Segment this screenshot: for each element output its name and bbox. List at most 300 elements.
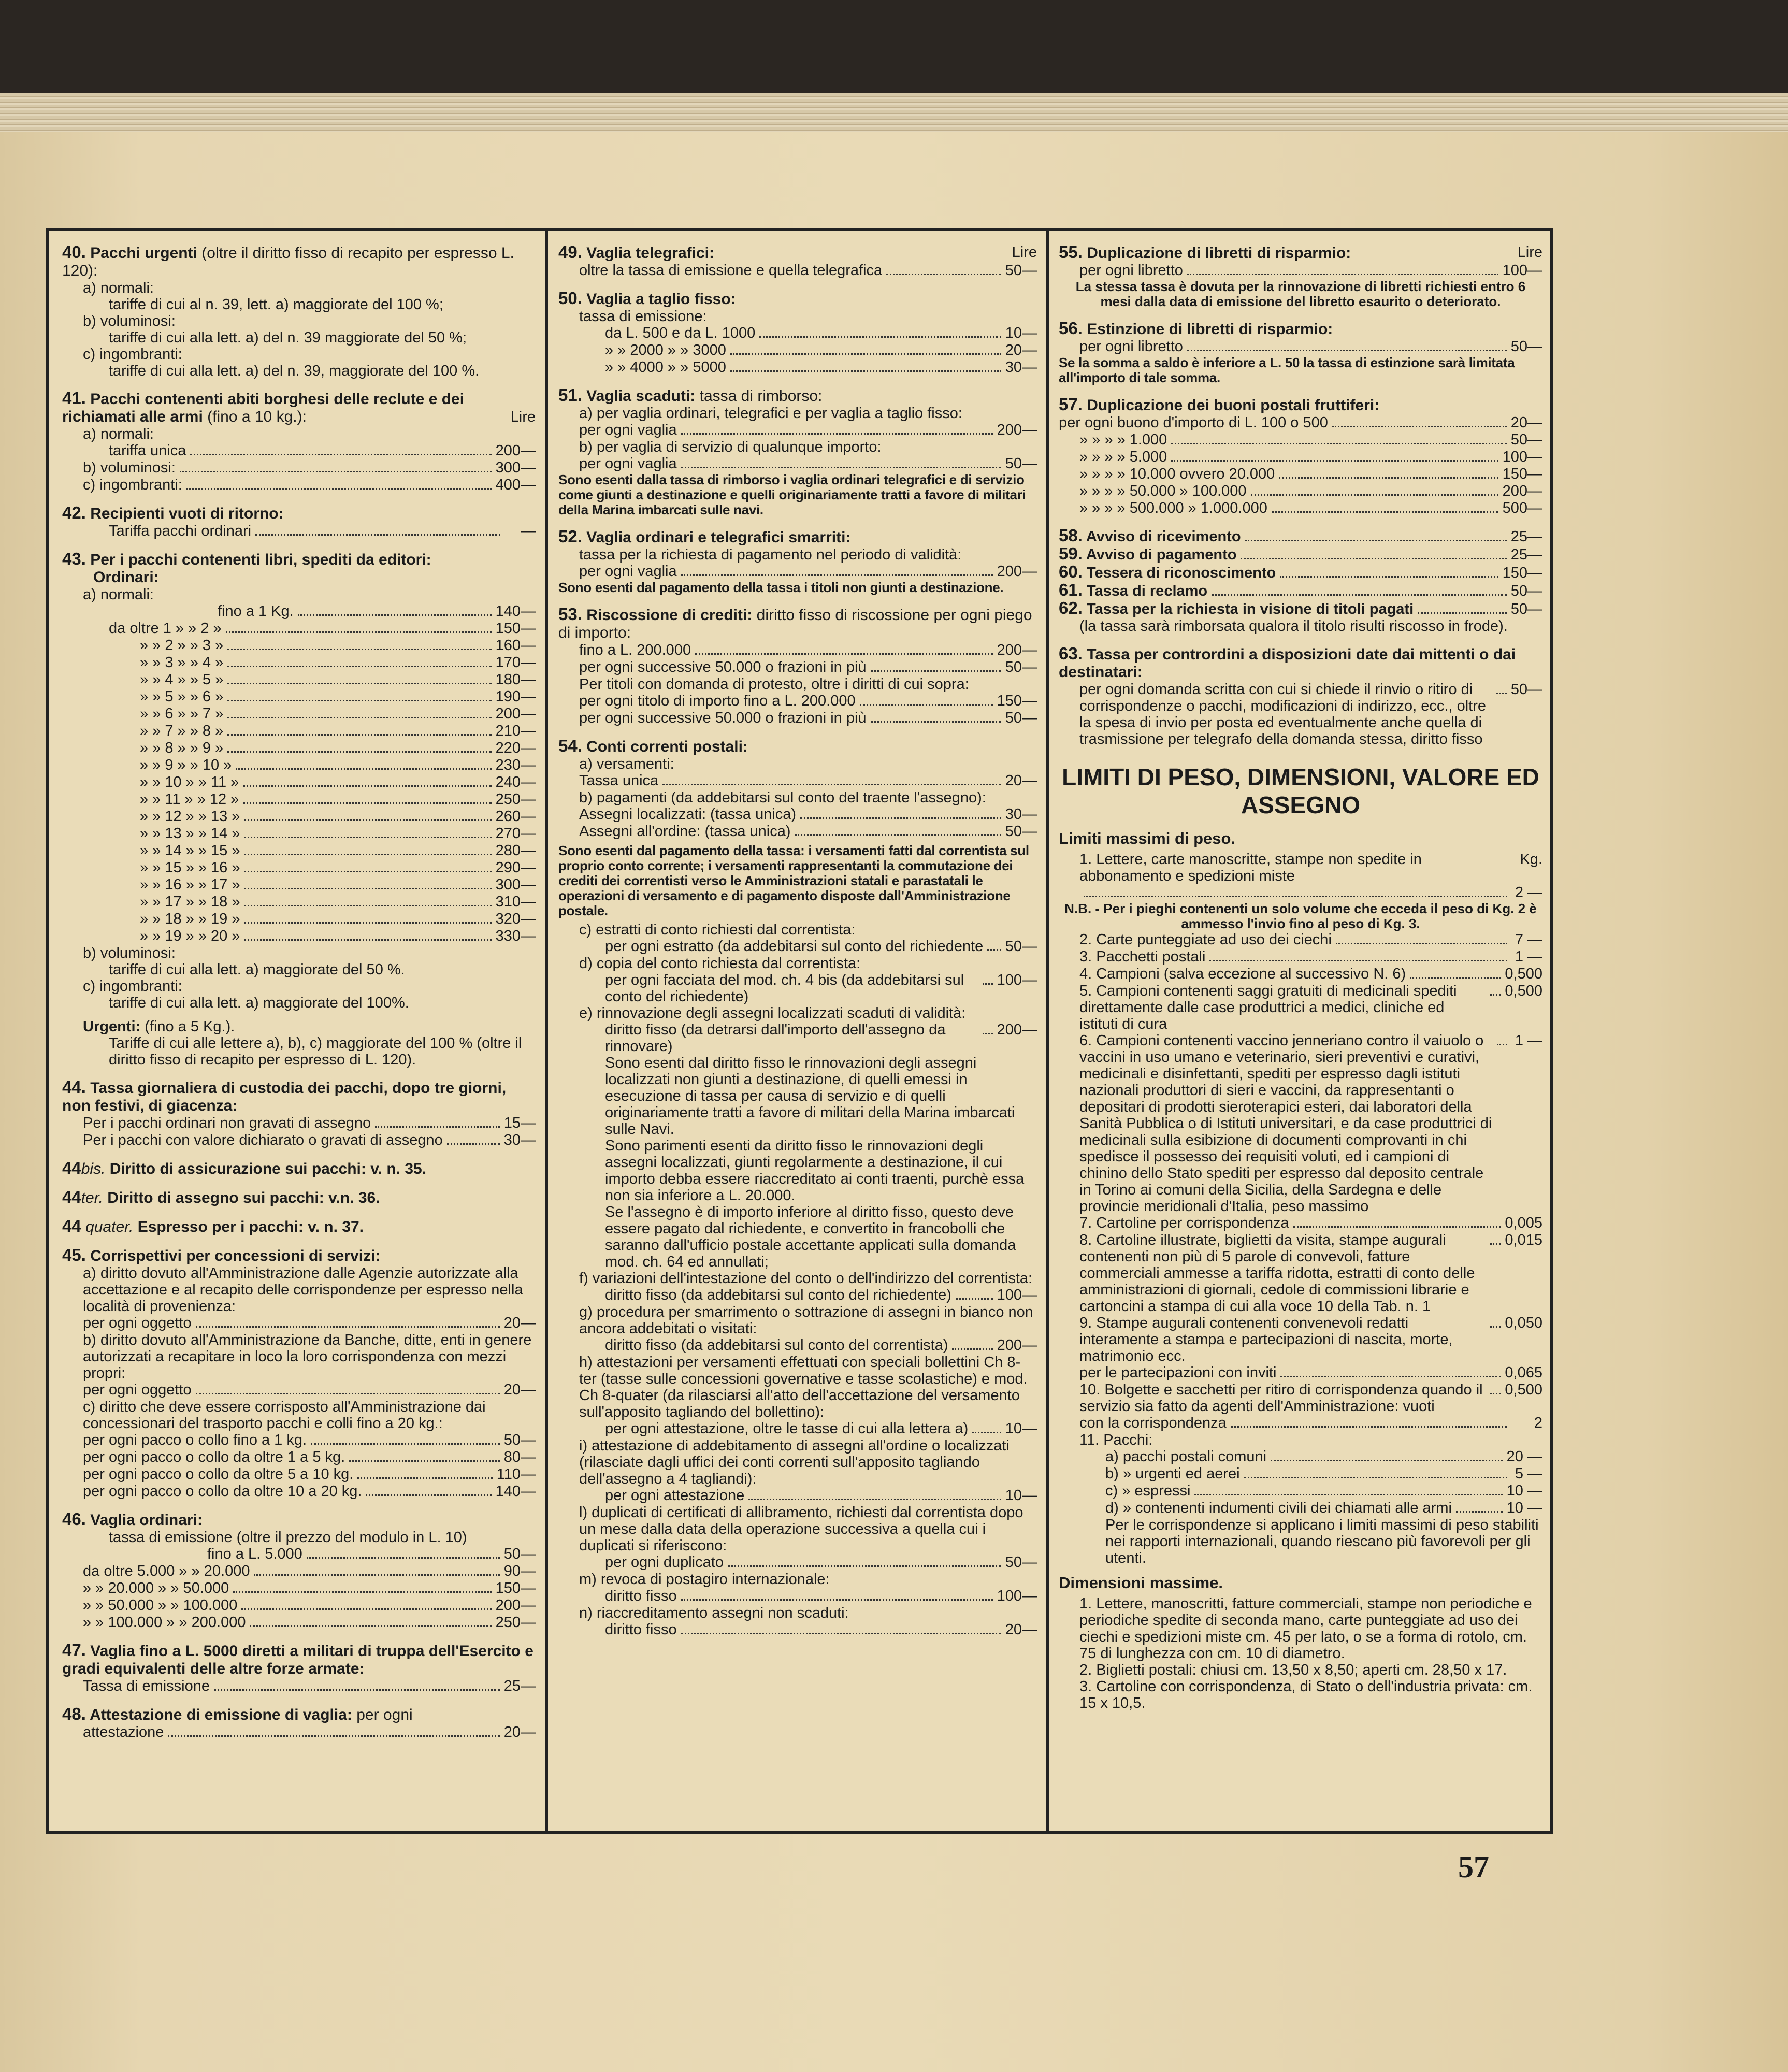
section-number: 46.	[62, 1509, 86, 1529]
text-line: tassa di emissione (oltre il prezzo del modulo in L. 10)	[109, 1529, 467, 1546]
row-label: » » 9 » » 10 »	[140, 757, 232, 773]
row-price: 0,050	[1505, 1315, 1542, 1331]
price-row	[62, 688, 536, 706]
price-row	[62, 1614, 536, 1631]
row-price: 100—	[997, 1588, 1037, 1604]
row-label: per le partecipazioni con inviti	[1079, 1364, 1277, 1381]
price-row	[62, 1315, 536, 1332]
section-title: Tessera di riconoscimento	[1086, 565, 1276, 581]
row-label: con la corrispondenza	[1079, 1415, 1227, 1431]
row-price: 0,065	[1505, 1364, 1542, 1381]
row-label: Assegni localizzati: (tassa unica)	[579, 806, 797, 823]
section-title: Tassa giornaliera di custodia dei pacchi, dopo tre giorni, non festivi, di giacenza:	[62, 1080, 507, 1114]
row-label: » » 15 » » 16 »	[140, 859, 240, 876]
text-line: m) revoca di postagiro internazionale:	[579, 1571, 830, 1588]
price-row	[62, 459, 536, 477]
row-price: 10 —	[1506, 1483, 1542, 1499]
row-label: Tassa di emissione	[83, 1678, 210, 1694]
price-row	[1059, 681, 1542, 747]
price-row	[62, 1546, 536, 1563]
price-row	[62, 911, 536, 928]
unit-label: Kg.	[1520, 851, 1542, 868]
row-price: 50—	[1005, 455, 1037, 472]
section-number: 57.	[1059, 395, 1083, 414]
text-line: b) voluminosi:	[83, 313, 176, 329]
row-price: 400—	[495, 477, 536, 493]
row-price: 330—	[495, 928, 536, 944]
price-row	[62, 723, 536, 740]
row-price: 250—	[495, 791, 536, 808]
row-label: d) » contenenti indumenti civili dei chiamati alle armi	[1105, 1500, 1452, 1516]
section-44quater	[62, 1217, 536, 1236]
row-price: 25—	[503, 1678, 536, 1694]
row-price: 50—	[1510, 601, 1542, 617]
page-number: 57	[1458, 1850, 1489, 1884]
price-row	[1059, 1382, 1542, 1415]
row-price: 50—	[1005, 262, 1037, 279]
section-45	[62, 1246, 536, 1500]
price-row	[558, 342, 1037, 359]
price-row	[1059, 1500, 1542, 1517]
row-label: oltre la tassa di emissione e quella telegrafica	[579, 262, 883, 279]
row-price: 200—	[997, 563, 1037, 580]
row-price: 500—	[1502, 500, 1542, 516]
row-label: per ogni estratto (da addebitarsi sul conto del richiedente	[605, 938, 984, 955]
price-row	[1059, 1315, 1542, 1364]
price-row	[1059, 338, 1542, 355]
section-number: 61.	[1059, 582, 1083, 599]
row-label: per ogni oggetto	[83, 1382, 192, 1398]
row-price: 310—	[495, 894, 536, 910]
price-row	[558, 422, 1037, 439]
row-price: 20 —	[1506, 1448, 1542, 1465]
section-number: 40.	[62, 243, 86, 262]
price-row	[558, 563, 1037, 580]
row-price: 200—	[997, 642, 1037, 658]
price-row	[558, 1487, 1037, 1504]
price-row	[558, 1021, 1037, 1055]
row-label: » » 12 » » 13 »	[140, 808, 240, 825]
section-title: Espresso per i pacchi: v. n. 37.	[137, 1218, 364, 1235]
row-label: 7. Cartoline per corrispondenza	[1079, 1215, 1289, 1231]
text-line: tariffe di cui al n. 39, lett. a) maggiorate del 100 %;	[109, 296, 443, 313]
row-price: 0,500	[1505, 983, 1542, 999]
section-number: 41.	[62, 388, 86, 408]
row-label: b) voluminosi:	[83, 459, 176, 476]
row-label: » » » » 50.000 » 100.000	[1079, 483, 1247, 499]
row-price: 100—	[997, 972, 1037, 988]
footnote: La stessa tassa è dovuta per la rinnovazione di libretti richiesti entro 6 mesi dalla data di emissione del libretto esaurito o deteriorato.	[1075, 279, 1526, 309]
row-label: 9. Stampe augurali contenenti convenevoli redatti interamente a stampa e partecipazioni di nascita, morte, matrimonio ecc.	[1079, 1315, 1453, 1364]
text-line: c) ingombranti:	[83, 978, 182, 995]
section-title: Estinzione di libretti di risparmio:	[1087, 321, 1333, 338]
column-divider	[545, 228, 548, 1834]
price-row	[1059, 1215, 1542, 1232]
price-row	[62, 774, 536, 791]
footnote: Sono esenti dal pagamento della tassa: i versamenti fatti dal correntista sul proprio conto corrente; i versamenti rappresentanti la commutazione dei crediti dei correntisti verso le Amministrazioni statali e parastatali le operazioni di versamento e di pagamento disposte dall'Amministrazione postale.	[558, 843, 1029, 918]
price-row	[62, 706, 536, 723]
price-row	[62, 442, 536, 459]
section-62	[1059, 600, 1542, 635]
row-price: 10—	[1005, 1487, 1037, 1504]
row-price: 50—	[1005, 710, 1037, 726]
price-row	[558, 659, 1037, 676]
section-41	[62, 390, 536, 494]
text-line: (la tassa sarà rimborsata qualora il titolo risulti riscosso in frode).	[1079, 618, 1508, 635]
section-number: 58.	[1059, 527, 1083, 545]
section-title: Conti correnti postali:	[586, 738, 748, 755]
price-row	[1059, 483, 1542, 500]
section-48	[62, 1705, 536, 1741]
price-row	[558, 1287, 1037, 1304]
row-label: Tariffa pacchi ordinari	[109, 523, 252, 539]
section-number: 44.	[62, 1077, 86, 1097]
price-row	[62, 1580, 536, 1597]
section-suffix: ter.	[81, 1189, 103, 1206]
section-title: Avviso di pagamento	[1086, 546, 1237, 563]
section-50	[558, 290, 1037, 376]
section-title: Per i pacchi contenenti libri, spediti da editori:	[90, 551, 431, 568]
row-label: » » 5 » » 6 »	[140, 688, 224, 705]
text-line: a) versamenti:	[579, 756, 674, 772]
price-row	[62, 477, 536, 494]
row-price: 200—	[495, 442, 536, 459]
row-label: » » 2 » » 3 »	[140, 637, 224, 654]
row-label: per ogni pacco o collo fino a 1 kg.	[83, 1432, 307, 1448]
row-price: 5 —	[1515, 1465, 1542, 1482]
row-label: per ogni attestazione, oltre le tasse di cui alla lettera a)	[605, 1420, 969, 1437]
section-subtitle: diritto fisso di riscossione per ogni piego di importo:	[558, 607, 1032, 641]
row-label: per ogni domanda scritta con cui si chiede il rinvio o ritiro di corrispondenze o pacchi, modificazioni di indirizzo, ecc., oltre la spesa di invio per posta ed eventualmente anche quella di trasmissione per telegrafo della domanda stessa, diritto fisso	[1079, 681, 1486, 747]
row-label: attestazione	[83, 1724, 164, 1740]
row-price: 140—	[495, 603, 536, 620]
row-price: 150—	[495, 620, 536, 637]
price-row	[62, 654, 536, 671]
row-label: » » 4000 » » 5000	[605, 359, 726, 376]
price-row	[558, 972, 1037, 1005]
price-row	[1059, 1448, 1542, 1465]
row-label: diritto fisso	[605, 1588, 677, 1604]
text-line: c) diritto che deve essere corrisposto all'Amministrazione dai concessionari del trasporto pacchi e colli fino a 20 kg.:	[83, 1399, 486, 1432]
price-row	[1059, 1032, 1542, 1215]
section-44	[62, 1078, 536, 1149]
row-label: » » » » 1.000	[1079, 431, 1167, 448]
row-price: 100—	[1502, 262, 1542, 279]
row-label: diritto fisso	[605, 1621, 677, 1638]
price-row	[62, 671, 536, 688]
price-row	[558, 772, 1037, 789]
text-line: tariffe di cui alla lett. a) maggiorate del 100%.	[109, 995, 409, 1011]
section-47	[62, 1642, 536, 1695]
price-row	[62, 842, 536, 859]
section-59	[1059, 545, 1542, 564]
section-subtitle: tassa di rimborso:	[699, 387, 823, 405]
price-row	[62, 603, 536, 620]
section-title: Vaglia scaduti:	[586, 387, 696, 405]
price-row	[558, 262, 1037, 279]
text-line: Per titoli con domanda di protesto, oltre i diritti di cui sopra:	[579, 676, 969, 693]
row-price: 280—	[495, 842, 536, 859]
section-title: Attestazione di emissione di vaglia:	[90, 1706, 352, 1723]
price-row	[62, 426, 536, 442]
price-row	[62, 1132, 536, 1149]
row-price: 200—	[997, 422, 1037, 438]
text-line: g) procedura per smarrimento o sottrazione di assegni in bianco non ancora addebitati o visitati:	[579, 1304, 1033, 1337]
price-row	[1059, 500, 1542, 517]
section-43	[62, 550, 536, 1068]
row-label: per ogni vaglia	[579, 422, 677, 438]
row-label: Per i pacchi con valore dichiarato o gravati di assegno	[83, 1132, 443, 1148]
section-number: 47.	[62, 1641, 86, 1660]
text-line: Per le corrispondenze si applicano i limiti massimi di peso stabiliti nei rapporti internazionali, quando riescano più favorevoli per gli utenti.	[1105, 1517, 1539, 1566]
currency-label: Lire	[1517, 244, 1542, 261]
section-number: 49.	[558, 243, 582, 262]
row-label: 4. Campioni (salva eccezione al successivo N. 6)	[1079, 966, 1406, 982]
row-label: » » 17 » » 18 »	[140, 894, 240, 910]
row-price: 140—	[495, 1483, 536, 1500]
row-label: » » 16 » » 17 »	[140, 876, 240, 893]
limit-row	[1059, 884, 1542, 901]
price-row	[62, 894, 536, 911]
row-label: per ogni titolo di importo fino a L. 200.000	[579, 693, 856, 709]
text-line: (fino a 5 Kg.).	[145, 1018, 235, 1035]
section-title: Duplicazione di libretti di risparmio:	[1087, 244, 1351, 262]
price-row	[1059, 431, 1542, 449]
text-line: tariffe di cui alla lett. a) del n. 39, maggiorate del 100 %.	[109, 363, 480, 379]
price-row	[1059, 983, 1542, 1032]
row-price: 50—	[503, 1546, 536, 1562]
section-58	[1059, 527, 1542, 545]
section-number: 55.	[1059, 243, 1083, 262]
price-row	[62, 620, 536, 637]
price-row	[1059, 948, 1542, 966]
row-price: 200—	[997, 1337, 1037, 1354]
row-price: 200—	[997, 1021, 1037, 1038]
text-line: Sono esenti dal diritto fisso le rinnovazioni degli assegni localizzati non giunti a destinazione, di quelli emessi in esecuzione di tassa per causa di servizio e di quelli originariamente tratti a favore di militari della Marina imbarcati sulle Navi.	[605, 1055, 1015, 1138]
price-row	[62, 1115, 536, 1132]
row-price: 20—	[1005, 1621, 1037, 1638]
row-label: per ogni facciata del mod. ch. 4 bis (da addebitarsi sul conto del richiedente)	[605, 972, 964, 1005]
text-line: tassa per la richiesta di pagamento nel periodo di validità:	[579, 546, 962, 563]
price-row	[62, 825, 536, 842]
section-number: 43.	[62, 549, 86, 568]
section-title: Recipienti vuoti di ritorno:	[90, 505, 284, 522]
row-label: per ogni libretto	[1079, 338, 1183, 355]
section-55	[1059, 243, 1542, 309]
text-line: d) copia del conto richiesta dal correntista:	[579, 955, 861, 972]
text-line: b) per vaglia di servizio di qualunque importo:	[579, 439, 882, 455]
price-row	[558, 693, 1037, 710]
row-price: 150—	[495, 1580, 536, 1596]
section-number: 51.	[558, 385, 582, 405]
row-label: » » 50.000 » » 100.000	[83, 1597, 238, 1614]
row-label: fino a 1 Kg.	[218, 603, 294, 620]
price-row	[62, 1432, 536, 1449]
price-row	[558, 642, 1037, 659]
limits-heading: LIMITI DI PESO, DIMENSIONI, VALORE ED ASSEGNO	[1062, 764, 1539, 818]
row-value: 2 —	[1515, 884, 1542, 901]
row-label: per ogni duplicato	[605, 1554, 724, 1571]
text-line: 11. Pacchi:	[1079, 1432, 1153, 1448]
footnote: Se la somma a saldo è inferiore a L. 50 la tassa di estinzione sarà limitata all'importo di tale somma.	[1059, 355, 1515, 385]
section-subtitle: (fino a 10 kg.):	[207, 408, 307, 425]
column-1	[58, 243, 540, 1823]
row-price: 30—	[1005, 359, 1037, 376]
price-row	[62, 757, 536, 774]
text-line: e) rinnovazione degli assegni localizzati scaduti di validità:	[579, 1005, 966, 1021]
row-price: 180—	[495, 671, 536, 688]
row-price: 270—	[495, 825, 536, 842]
row-price: 1 —	[1515, 1032, 1542, 1049]
row-label: » » » » 500.000 » 1.000.000	[1079, 500, 1267, 516]
section-number: 63.	[1059, 644, 1083, 663]
dimensions-subheading: Dimensioni massime.	[1059, 1574, 1223, 1592]
row-price: 0,500	[1505, 966, 1542, 982]
row-price: 100—	[1502, 449, 1542, 465]
price-row	[1059, 414, 1542, 431]
price-row	[62, 791, 536, 808]
row-label: diritto fisso (da detrarsi dall'importo dell'assegno da rinnovare)	[605, 1021, 946, 1055]
row-price: 20—	[1510, 414, 1542, 431]
price-row	[558, 1588, 1037, 1605]
section-number: 59.	[1059, 545, 1083, 563]
row-label: » » 3 » » 4 »	[140, 654, 224, 671]
price-row	[558, 1337, 1037, 1354]
row-label: per ogni oggetto	[83, 1315, 192, 1331]
row-price: 150—	[997, 693, 1037, 709]
row-label: » » 18 » » 19 »	[140, 911, 240, 927]
row-price: 50—	[1510, 583, 1542, 599]
currency-label: Lire	[1012, 244, 1037, 261]
row-label: diritto fisso (da addebitarsi sul conto del correntista)	[605, 1337, 948, 1354]
section-44bis	[62, 1159, 536, 1178]
section-title: Avviso di ricevimento	[1086, 528, 1241, 545]
section-number: 54.	[558, 736, 582, 755]
section-number: 52.	[558, 527, 582, 546]
price-row	[62, 1449, 536, 1466]
row-label: » » 10 » » 11 »	[140, 774, 239, 790]
row-price: 50—	[1510, 338, 1542, 355]
row-label: b) » urgenti ed aerei	[1105, 1465, 1240, 1482]
row-price: 110—	[496, 1466, 536, 1483]
row-label: Assegni all'ordine: (tassa unica)	[579, 823, 791, 840]
section-56	[1059, 320, 1542, 385]
row-price: 290—	[495, 859, 536, 876]
footnote: Sono esenti dalla tassa di rimborso i vaglia ordinari telegrafici e di servizio come giunti a destinazione e quelli originariamente tratti a favore di militari della Marina imbarcati sulle navi.	[558, 472, 1026, 517]
price-row	[62, 876, 536, 894]
text-line: a) diritto dovuto all'Amministrazione dalle Agenzie autorizzate alla accettazione e al recapito delle corrispondenze per espresso nella località di provenienza:	[83, 1265, 523, 1315]
section-title: Diritto di assicurazione sui pacchi: v. n. 35.	[109, 1160, 427, 1177]
row-label: » » » » 5.000	[1079, 449, 1167, 465]
row-label: » » 14 » » 15 »	[140, 842, 240, 859]
price-row	[1059, 1232, 1542, 1315]
row-price: 150—	[1502, 466, 1542, 482]
row-label: 2. Carte punteggiate ad uso dei ciechi	[1079, 931, 1332, 948]
row-price: 300—	[495, 459, 536, 476]
row-label: » » 4 » » 5 »	[140, 671, 224, 688]
row-label: a) normali:	[83, 426, 154, 442]
price-row	[1059, 1364, 1542, 1382]
section-title: Pacchi contenenti abiti borghesi delle reclute e dei richiamati alle armi	[62, 391, 465, 425]
section-title: Tassa per la richiesta in visione di titoli pagati	[1086, 601, 1414, 617]
row-label: Tassa unica	[579, 772, 659, 789]
price-row	[558, 359, 1037, 376]
price-row	[1059, 449, 1542, 466]
row-label: » » 11 » » 12 »	[140, 791, 239, 808]
row-price: 50—	[1005, 938, 1037, 955]
section-title: Vaglia a taglio fisso:	[586, 291, 736, 308]
text-line: f) variazioni dell'intestazione del conto o dell'indirizzo del correntista:	[579, 1270, 1033, 1287]
price-row	[62, 1724, 536, 1741]
price-row	[1059, 931, 1542, 948]
section-60	[1059, 564, 1542, 582]
row-price: 220—	[495, 740, 536, 756]
price-row	[1059, 1483, 1542, 1500]
row-price: —	[521, 523, 536, 539]
section-49	[558, 243, 1037, 279]
row-price: 10 —	[1506, 1500, 1542, 1516]
row-price: 0,015	[1505, 1232, 1542, 1248]
row-label: » » 7 » » 8 »	[140, 723, 224, 739]
row-label: da oltre 5.000 » » 20.000	[83, 1563, 250, 1579]
row-price: 50—	[1510, 681, 1542, 698]
text-line: 2. Biglietti postali: chiusi cm. 13,50 x 8,50; aperti cm. 28,50 x 17.	[1079, 1662, 1507, 1678]
row-label: » » 100.000 » » 200.000	[83, 1614, 246, 1631]
row-price: 2	[1534, 1415, 1542, 1431]
price-row	[1059, 1465, 1542, 1483]
row-label: 5. Campioni contenenti saggi gratuiti di medicinali spediti direttamente dalle case produttrici a medici, cliniche ed istituti di cura	[1079, 983, 1457, 1032]
section-63	[1059, 645, 1542, 747]
row-price: 0,005	[1505, 1215, 1542, 1231]
section-57	[1059, 396, 1542, 517]
section-number: 44	[62, 1158, 81, 1177]
text-line: b) pagamenti (da addebitarsi sul conto del traente l'assegno):	[579, 789, 986, 806]
row-price: 20—	[503, 1315, 536, 1331]
weight-table	[62, 620, 536, 945]
limits-table	[1059, 851, 1542, 1566]
price-row	[62, 1678, 536, 1695]
section-title: Duplicazione dei buoni postali fruttiferi:	[1087, 397, 1380, 414]
row-label: da oltre 1 » » 2 »	[109, 620, 222, 637]
row-label: fino a L. 200.000	[579, 642, 691, 658]
row-price: 260—	[495, 808, 536, 825]
price-row	[1059, 966, 1542, 983]
section-number: 60.	[1059, 564, 1083, 581]
price-row	[558, 1621, 1037, 1638]
row-label: » » 19 » » 20 »	[140, 928, 240, 944]
row-price: 10—	[1005, 325, 1037, 341]
row-label: per ogni vaglia	[579, 455, 677, 472]
section-51	[558, 386, 1037, 517]
row-price: 25—	[1510, 528, 1542, 545]
row-price: 100—	[997, 1287, 1037, 1303]
section-title: Vaglia ordinari e telegrafici smarriti:	[586, 529, 851, 546]
row-price: 300—	[495, 876, 536, 893]
row-label: diritto fisso (da addebitarsi sul conto del richiedente)	[605, 1287, 951, 1303]
row-price: 240—	[495, 774, 536, 790]
currency-label: Lire	[510, 409, 536, 425]
section-54	[558, 737, 1037, 1638]
row-label: 1. Lettere, carte manoscritte, stampe non spedite in abbonamento e spedizioni miste	[1079, 851, 1422, 884]
row-label: » » 20.000 » » 50.000	[83, 1580, 229, 1596]
row-price: 190—	[495, 688, 536, 705]
footnote: N.B. - Per i pieghi contenenti un solo volume che ecceda il peso di Kg. 2 è ammesso l'invio fino al peso di Kg. 3.	[1064, 901, 1537, 931]
row-price: 150—	[1502, 565, 1542, 581]
price-row	[62, 808, 536, 825]
section-40	[62, 243, 536, 379]
section-title: Tassa per contrordini a disposizioni date dai mittenti o dai destinatari:	[1059, 646, 1516, 681]
text-line: c) estratti di conto richiesti dal correntista:	[579, 922, 856, 938]
